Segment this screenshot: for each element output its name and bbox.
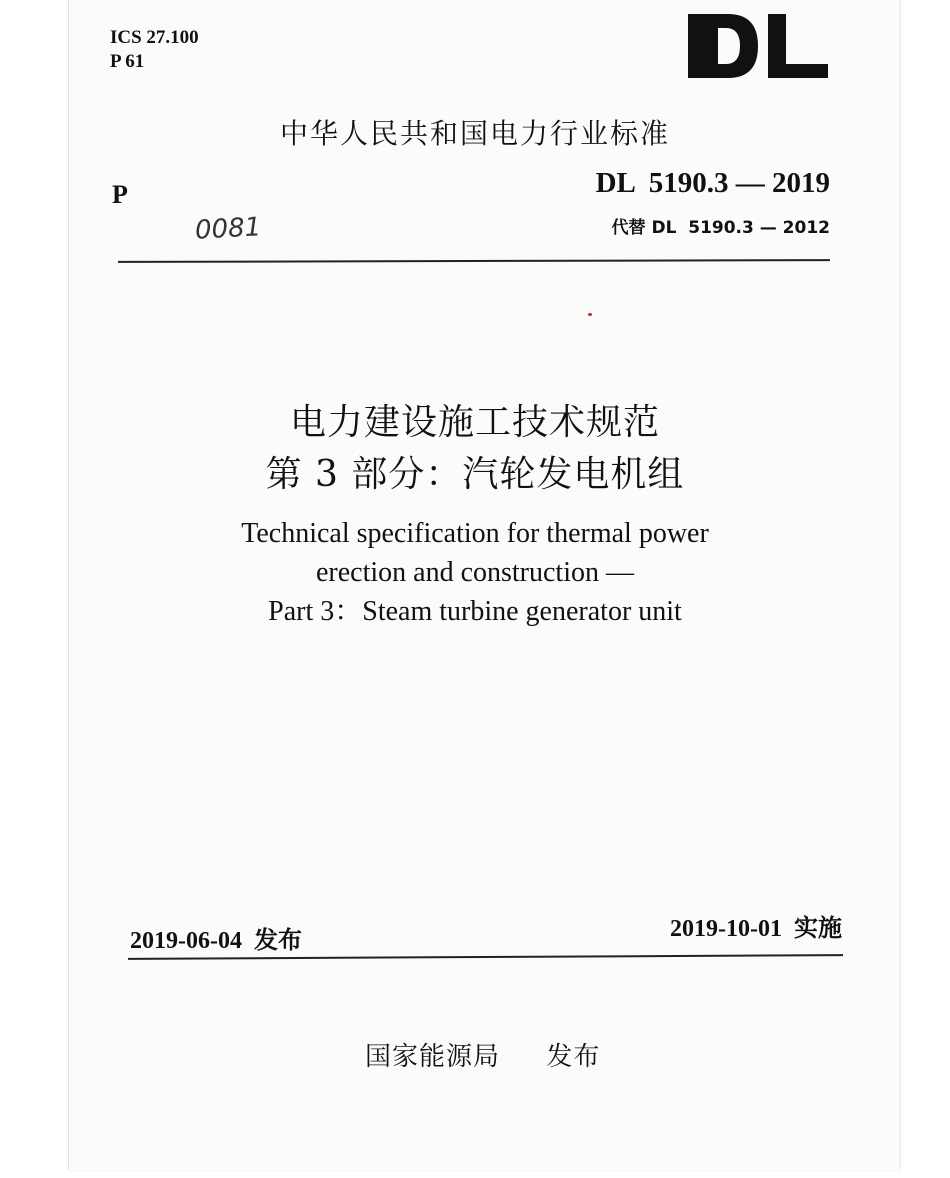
- category-letter: P: [112, 180, 128, 209]
- title-en-line1: Technical specification for thermal power: [241, 518, 709, 549]
- industry-standard-title: 中华人民共和国电力行业标准: [279, 117, 670, 150]
- dl-logo: [688, 14, 828, 80]
- class-code: P 61: [110, 51, 145, 72]
- title-cn-line2: 第 3 部分：汽轮发电机组: [265, 454, 685, 495]
- ics-code: ICS 27.100: [110, 27, 199, 48]
- title-en-line2: erection and construction —: [315, 557, 634, 588]
- handwritten-note: 0081: [194, 212, 262, 246]
- implement-date: 2019-10-01 实施: [670, 916, 842, 942]
- replaces-standard: 代替 DL 5190.3 — 2012: [611, 218, 830, 238]
- ink-speck: [588, 313, 592, 316]
- classification-codes: [110, 26, 199, 74]
- standard-code: DL 5190.3 — 2019: [595, 167, 830, 199]
- title-en-line3: Part 3：Steam turbine generator unit: [268, 596, 682, 627]
- issue-date: 2019-06-04 发布: [130, 928, 302, 954]
- title-cn-line1: 电力建设施工技术规范: [289, 402, 660, 443]
- publisher: 国家能源局 发布: [365, 1042, 601, 1072]
